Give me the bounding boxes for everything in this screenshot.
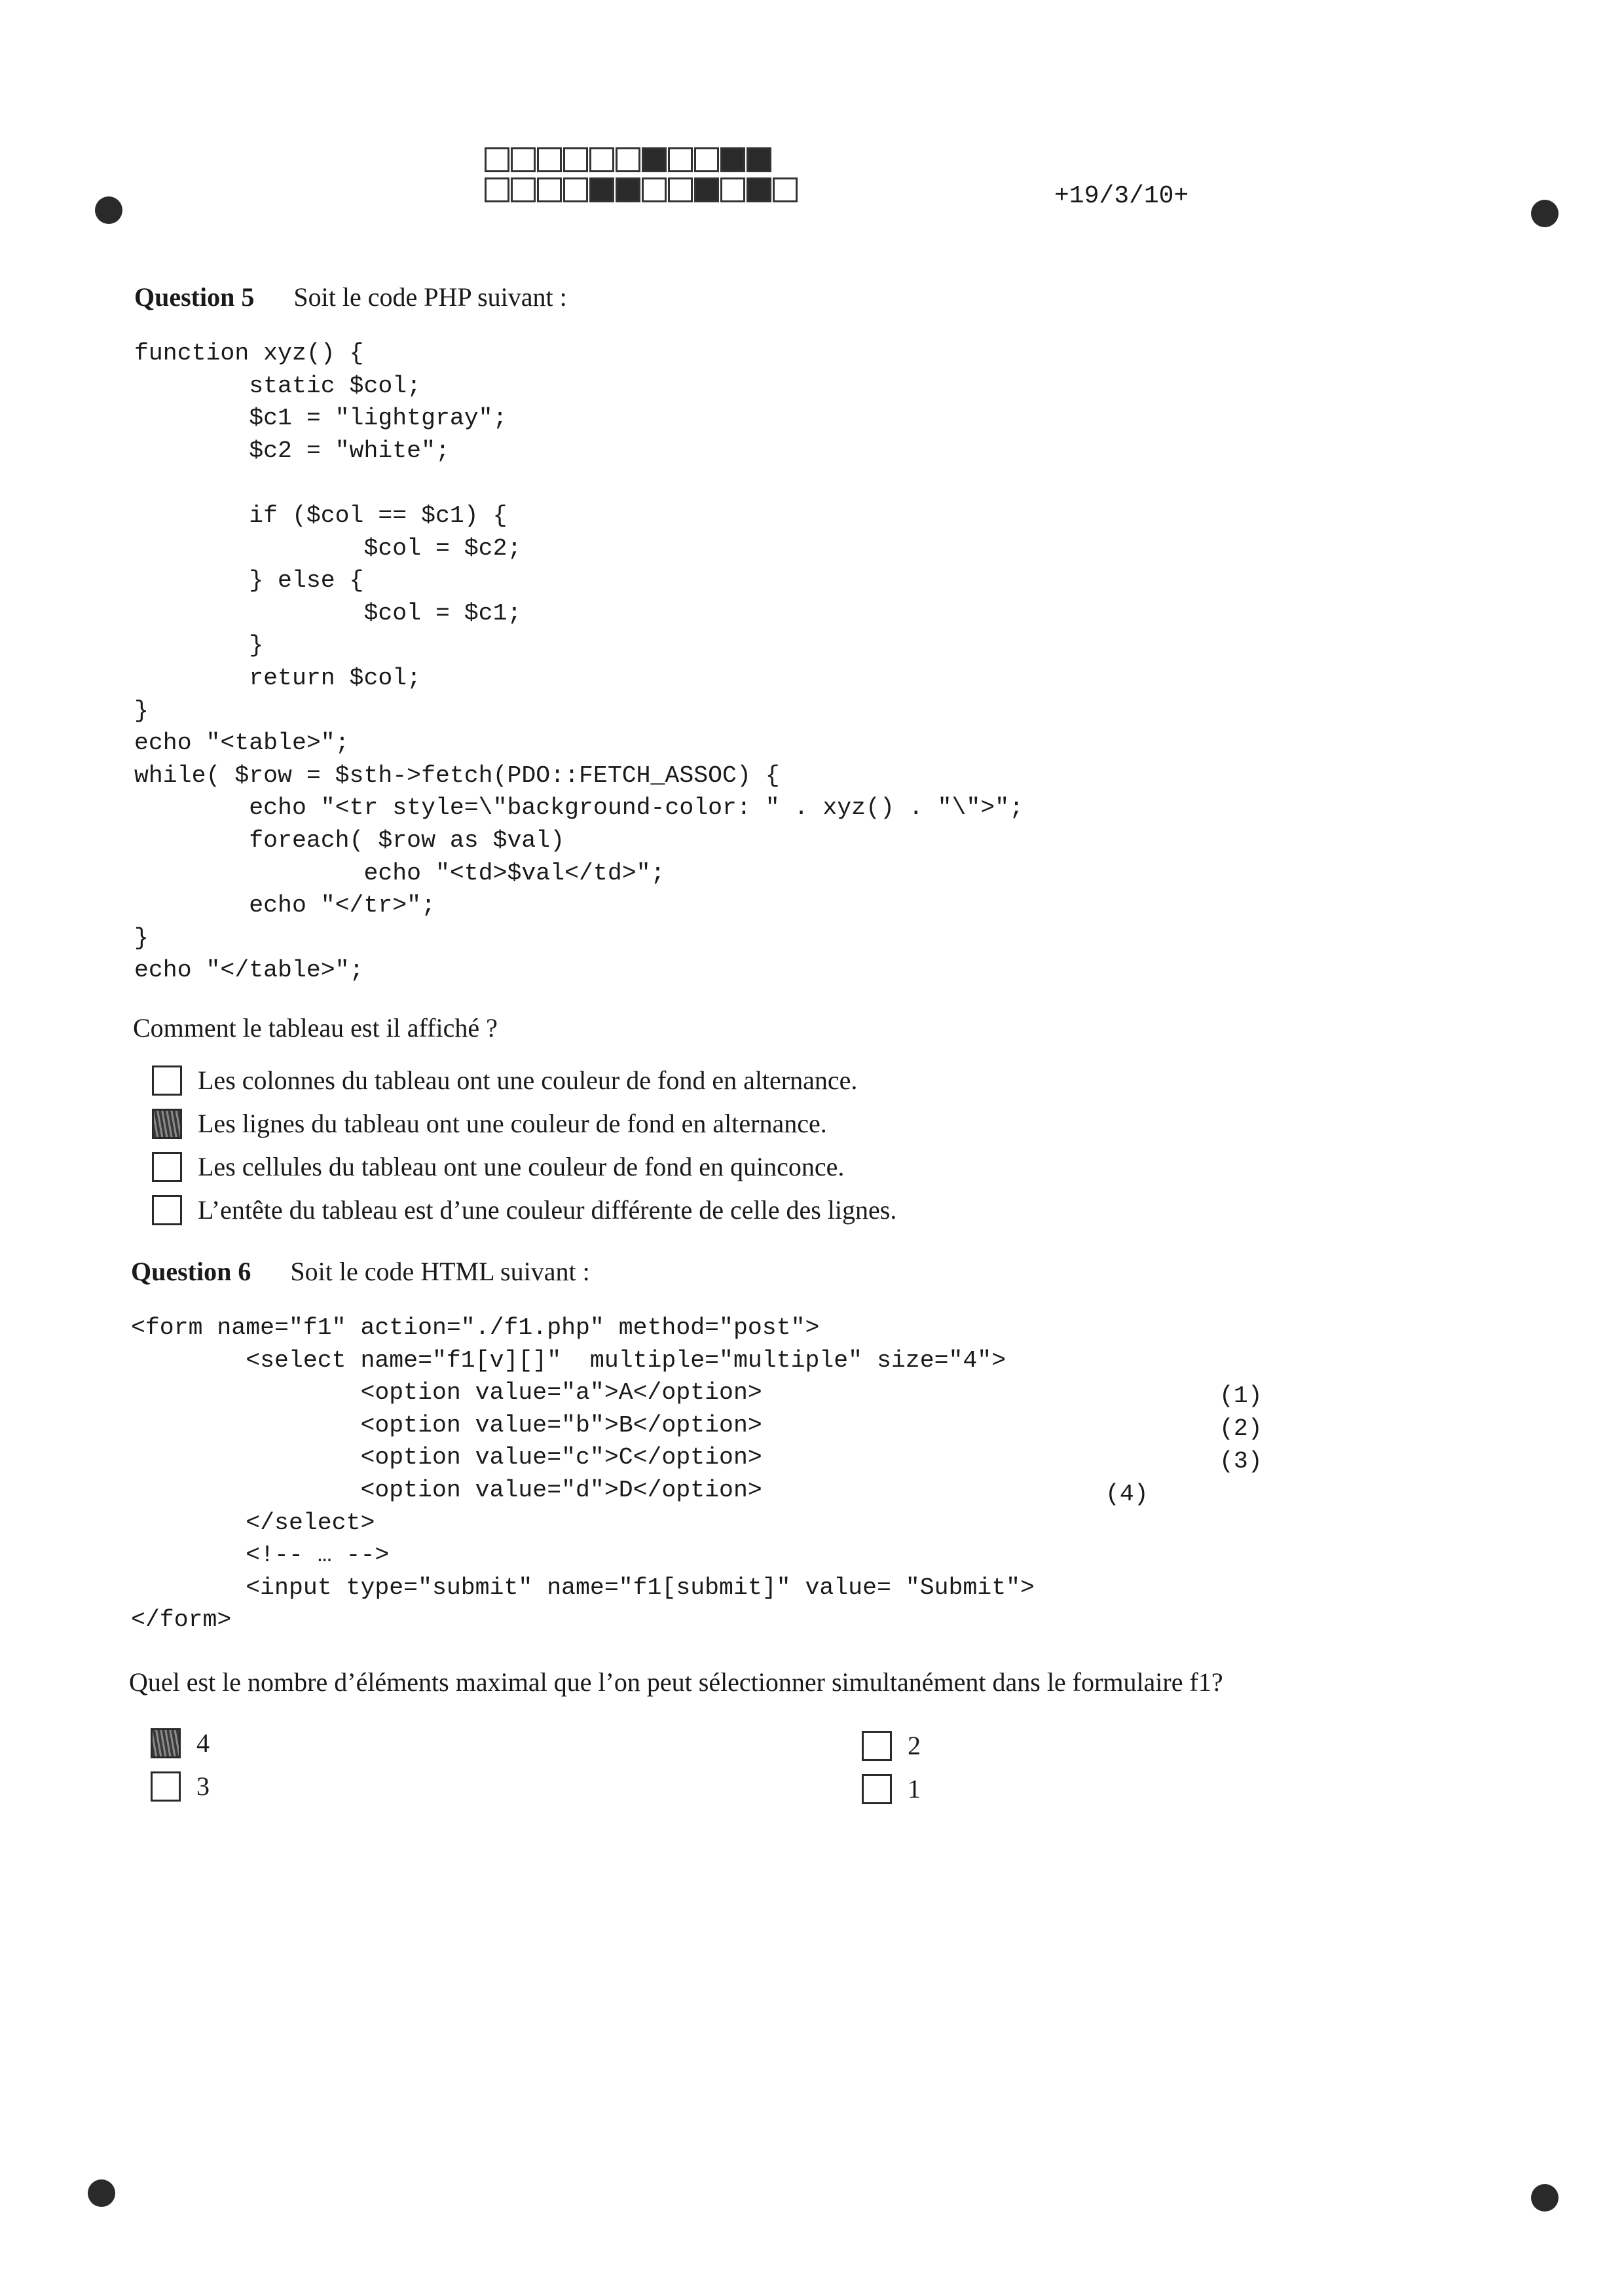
answer-label: 2 [908, 1731, 921, 1760]
registration-mark-top-right [1531, 200, 1559, 227]
line-number: (2) [1219, 1415, 1263, 1442]
registration-mark-bottom-left [88, 2179, 115, 2207]
answer-label: Les colonnes du tableau ont une couleur de fond en alternance. [198, 1065, 858, 1095]
answer-checkbox[interactable] [862, 1774, 892, 1804]
barcode-cell [747, 147, 771, 172]
answer-label: Les cellules du tableau ont une couleur de fond en quinconce. [198, 1152, 845, 1181]
answer-checkbox[interactable] [862, 1731, 892, 1761]
answer-checkbox[interactable] [152, 1065, 182, 1096]
answer-checkbox[interactable] [152, 1152, 182, 1182]
barcode-cell [720, 147, 745, 172]
barcode-cell [537, 177, 562, 202]
barcode-cell [616, 177, 640, 202]
question-5-heading [134, 282, 567, 312]
barcode-cell [485, 177, 509, 202]
line-number: (1) [1219, 1382, 1263, 1409]
barcode-cell [720, 177, 745, 202]
page-id: +19/3/10+ [1054, 182, 1189, 210]
barcode-cell [642, 177, 667, 202]
answer-option[interactable] [152, 1108, 827, 1139]
question-number: Question 6 [131, 1257, 251, 1286]
barcode-cell [668, 177, 693, 202]
question-intro: Soit le code PHP suivant : [293, 282, 567, 312]
line-number: (3) [1219, 1448, 1263, 1475]
answer-option[interactable] [152, 1065, 857, 1096]
answer-option[interactable] [152, 1194, 896, 1225]
question-6-heading [131, 1256, 590, 1287]
barcode-cell [668, 147, 693, 172]
barcode-cell [485, 147, 509, 172]
registration-mark-bottom-right [1531, 2184, 1559, 2212]
barcode-row-bottom [485, 177, 799, 202]
barcode-cell [589, 177, 614, 202]
answer-checkbox[interactable] [151, 1728, 181, 1758]
barcode-cell [537, 147, 562, 172]
answer-label: L’entête du tableau est d’une couleur différente de celle des lignes. [198, 1195, 897, 1225]
answer-label: 1 [908, 1774, 921, 1804]
answer-label: Les lignes du tableau ont une couleur de fond en alternance. [198, 1109, 827, 1138]
barcode-cell [694, 147, 719, 172]
question-number: Question 5 [134, 282, 255, 312]
page-barcode [485, 147, 799, 208]
answer-option[interactable] [862, 1730, 921, 1761]
answer-checkbox[interactable] [152, 1195, 182, 1225]
answer-option[interactable] [151, 1728, 210, 1758]
barcode-row-top [485, 147, 799, 172]
html-code-block: <form name="f1" action="./f1.php" method="post"> <select name="f1[v][]" multiple="multiple" size="4"> <option value="a">A</option> <option value="b">B</option> <option value="c">C</option> <option value="d">D</option> </select> <!-- … --> <input type="submit" name="f1[submit]" value= "Submit"> </form> [131, 1314, 1035, 1634]
barcode-cell [511, 177, 536, 202]
answer-label: 4 [196, 1728, 210, 1758]
answer-checkbox[interactable] [152, 1109, 182, 1139]
answer-checkbox[interactable] [151, 1771, 181, 1802]
barcode-cell [694, 177, 719, 202]
barcode-cell [589, 147, 614, 172]
answer-option[interactable] [152, 1151, 844, 1182]
line-number: (4) [1105, 1481, 1149, 1508]
barcode-cell [642, 147, 667, 172]
barcode-cell [773, 177, 798, 202]
barcode-cell [563, 147, 588, 172]
answer-option[interactable] [862, 1773, 921, 1804]
barcode-cell [511, 147, 536, 172]
registration-mark-top-left [95, 196, 122, 224]
question-5-prompt: Comment le tableau est il affiché ? [133, 1013, 498, 1043]
question-6-prompt: Quel est le nombre d’éléments maximal que l’on peut sélectionner simultanément dans le formulaire f1? [129, 1667, 1223, 1697]
answer-label: 3 [196, 1771, 210, 1801]
barcode-cell [747, 177, 771, 202]
php-code-block: function xyz() { static $col; $c1 = "lightgray"; $c2 = "white"; if ($col == $c1) { $col = $c2; } else { $col = $c1; } return $col; } echo "<table>"; while( $row = $sth->fetch(PDO::FETCH_ASSOC) { echo "<tr style=\"background-color: " . xyz() . "\">"; foreach( $row as $val) echo "<td>$val</td>"; echo "</tr>"; } echo "</table>"; [134, 340, 1024, 984]
barcode-cell [616, 147, 640, 172]
question-intro: Soit le code HTML suivant : [290, 1257, 590, 1286]
answer-option[interactable] [151, 1771, 210, 1802]
barcode-cell [563, 177, 588, 202]
